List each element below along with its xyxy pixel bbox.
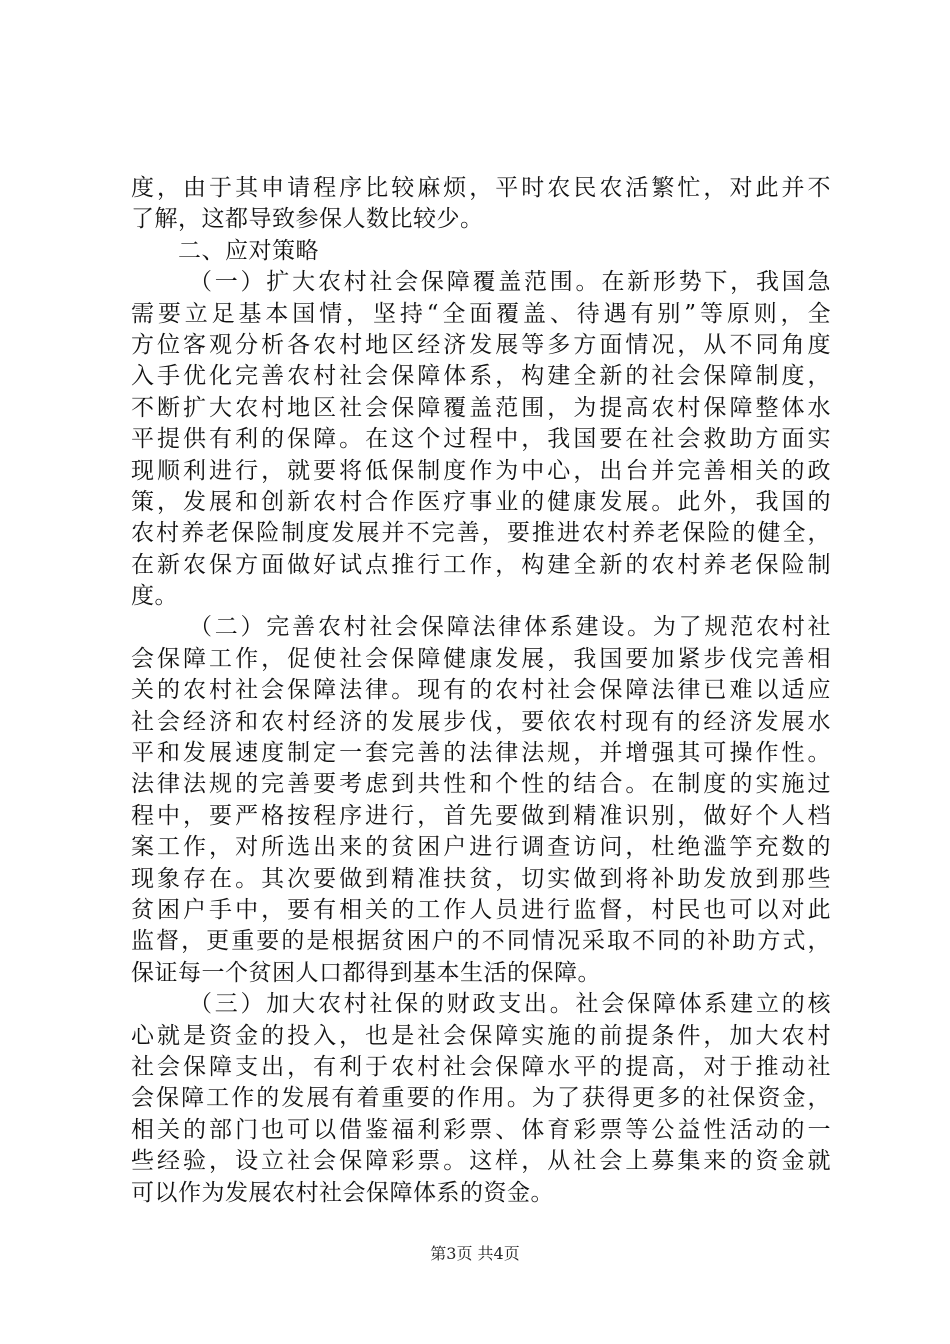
text-line: 保证每一个贫困人口都得到基本生活的保障。: [131, 959, 601, 986]
text-line: 平提供有利的保障。在这个过程中，我国要在社会救助方面实: [131, 426, 831, 453]
text-line: 平和发展速度制定一套完善的法律法规，并增强其可操作性。: [131, 740, 831, 767]
text-line: 现象存在。其次要做到精准扶贫，切实做到将补助发放到那些: [131, 865, 831, 892]
body-text: [131, 173, 831, 1209]
section-heading: 二、应对策略: [178, 237, 319, 264]
text-line: 需要立足基本国情，坚持“全面覆盖、待遇有别”等原则，全: [131, 300, 831, 327]
text-line: （三）加大农村社保的财政支出。社会保障体系建立的核: [189, 991, 831, 1018]
text-line: 会保障工作，促使社会保障健康发展，我国要加紧步伐完善相: [131, 645, 831, 672]
text-line: 关的农村社会保障法律。现有的农村社会保障法律已难以适应: [131, 677, 831, 704]
text-line: 会保障工作的发展有着重要的作用。为了获得更多的社保资金，: [131, 1085, 831, 1112]
text-line: 贫困户手中，要有相关的工作人员进行监督，村民也可以对此: [131, 896, 831, 923]
text-line: 方位客观分析各农村地区经济发展等多方面情况，从不同角度: [131, 331, 831, 358]
text-line: 监督，更重要的是根据贫困户的不同情况采取不同的补助方式，: [131, 928, 831, 955]
text-line: 度。: [131, 583, 178, 610]
text-line: 程中，要严格按程序进行，首先要做到精准识别，做好个人档: [131, 802, 831, 829]
text-line: 在新农保方面做好试点推行工作，构建全新的农村养老保险制: [131, 551, 831, 578]
text-line: （二）完善农村社会保障法律体系建设。为了规范农村社: [189, 614, 831, 641]
text-line: （一）扩大农村社会保障覆盖范围。在新形势下，我国急: [189, 269, 831, 296]
text-line: 可以作为发展农村社会保障体系的资金。: [131, 1179, 554, 1206]
text-line: 入手优化完善农村社会保障体系，构建全新的社会保障制度，: [131, 363, 831, 390]
text-line: 些经验，设立社会保障彩票。这样，从社会上募集来的资金就: [131, 1148, 831, 1175]
text-line: 法律法规的完善要考虑到共性和个性的结合。在制度的实施过: [131, 771, 831, 798]
text-line: 现顺利进行，就要将低保制度作为中心，出台并完善相关的政: [131, 457, 831, 484]
text-line: 策，发展和创新农村合作医疗事业的健康发展。此外，我国的: [131, 488, 831, 515]
text-line: 农村养老保险制度发展并不完善，要推进农村养老保险的健全，: [131, 520, 831, 547]
text-line: 社会保障支出，有利于农村社会保障水平的提高，对于推动社: [131, 1053, 831, 1080]
text-line: 社会经济和农村经济的发展步伐，要依农村现有的经济发展水: [131, 708, 831, 735]
text-line: 案工作，对所选出来的贫困户进行调查访问，杜绝滥竽充数的: [131, 834, 831, 861]
text-line: 相关的部门也可以借鉴福利彩票、体育彩票等公益性活动的一: [131, 1116, 831, 1143]
text-line: 度，由于其申请程序比较麻烦，平时农民农活繁忙，对此并不: [131, 175, 831, 201]
page-number-footer: 第3页 共4页: [430, 1244, 520, 1263]
text-line: 不断扩大农村地区社会保障覆盖范围，为提高农村保障整体水: [131, 394, 831, 421]
text-line: 了解，这都导致参保人数比较少。: [131, 206, 484, 233]
text-line: 心就是资金的投入，也是社会保障实施的前提条件，加大农村: [131, 1022, 831, 1049]
